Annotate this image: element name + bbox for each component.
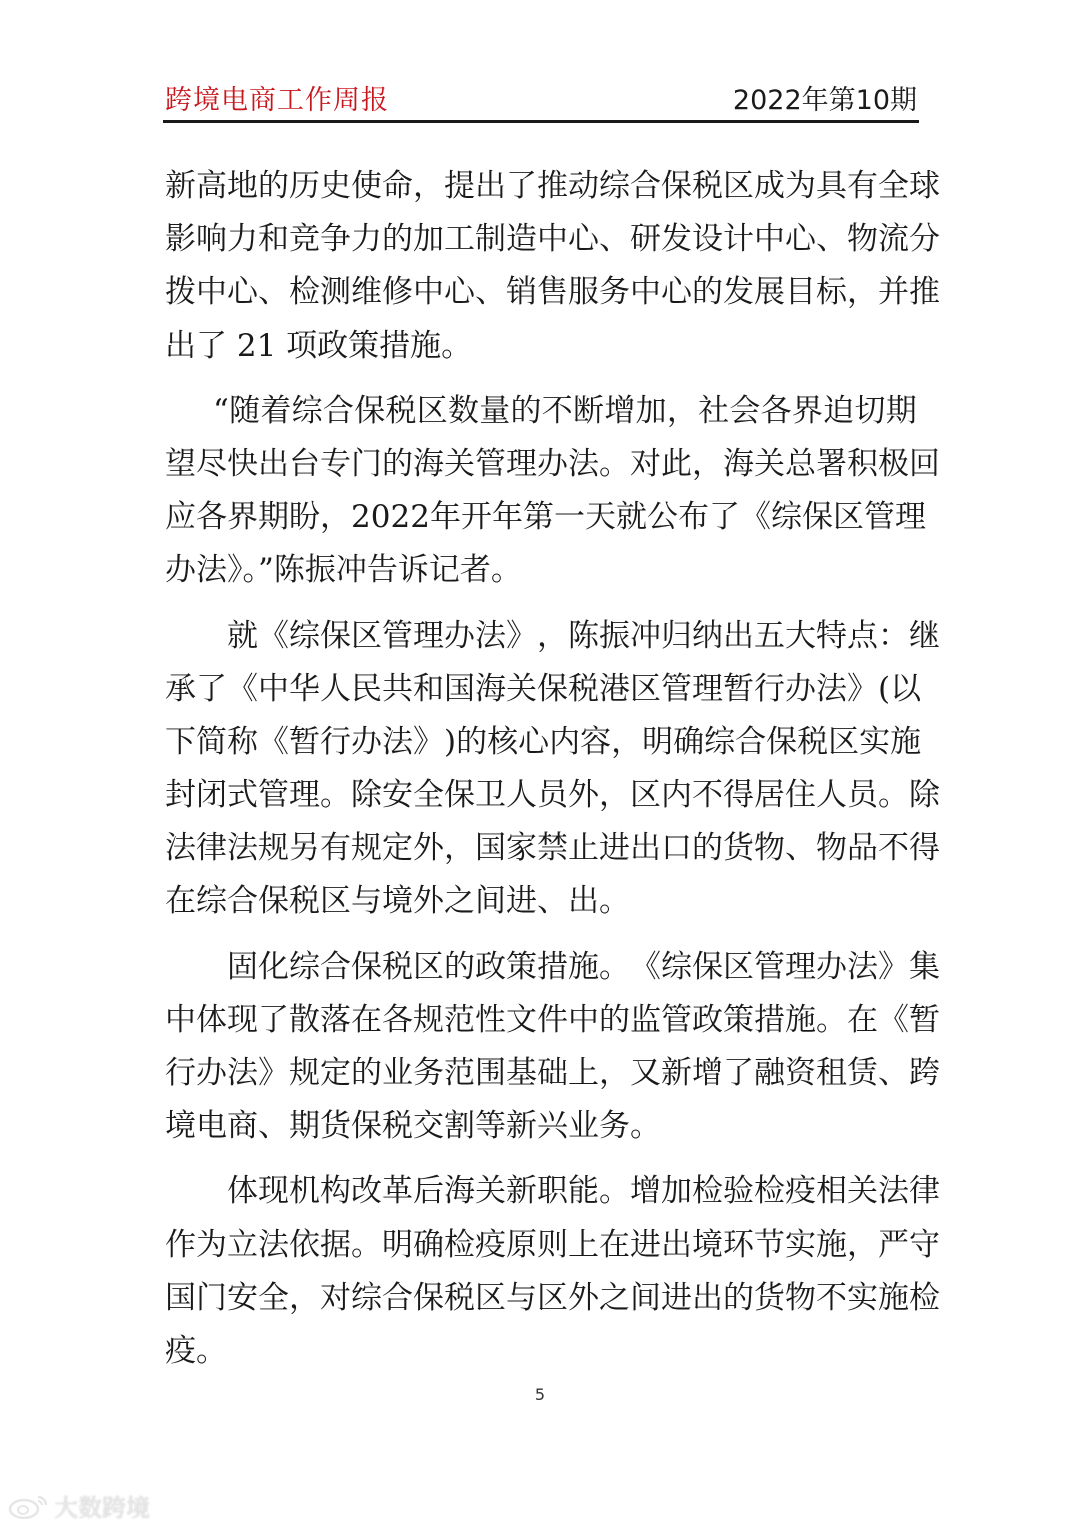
paragraph	[165, 160, 940, 373]
text-line: 疫。	[165, 1332, 227, 1369]
text-line: 固 化 综 合 保 税 区 的 政 策 措 施 。 《 综 保 区 管 理 办 法 》 集	[227, 948, 940, 985]
page-header	[165, 74, 917, 120]
watermark-text: 大数跨境	[54, 1494, 150, 1522]
text-line: 新 高 地 的 历 史 使 命 ， 提 出 了 推 动 综 合 保 税 区 成 为 具 有 全 球	[165, 168, 940, 204]
page-number: 5	[534, 1385, 546, 1404]
text-line: 影 响 力 和 竞 争 力 的 加 工 制 造 中 心 、 研 发 设 计 中 心 、 物 流 分	[165, 221, 940, 258]
article-body	[165, 160, 940, 1378]
text-line: 下 简 称 《 暂 行 办 法 》 ) 的 核 心 内 容 ， 明 确 综 合 保 税 区 实 施	[165, 723, 922, 760]
text-line: 体 现 机 构 改 革 后 海 关 新 职 能 。 增 加 检 验 检 疫 相 关 法 律	[227, 1173, 940, 1210]
paragraph	[165, 385, 940, 598]
text-line: 国 门 安 全 ， 对 综 合 保 税 区 与 区 外 之 间 进 出 的 货 物 不 实 施 检	[165, 1279, 940, 1316]
issue-number: 2022年第10期	[732, 84, 917, 116]
paragraph	[165, 610, 940, 929]
text-line: 承 了 《 中 华 人 民 共 和 国 海 关 保 税 港 区 管 理 暂 行 办 法 》 ( 以	[165, 670, 922, 707]
text-line: 望 尽 快 出 台 专 门 的 海 关 管 理 办 法 。 对 此 ， 海 关 总 署 积 极 回	[165, 445, 940, 482]
text-line: 境电商、期货保税交割等新兴业务。	[165, 1108, 661, 1145]
header-divider	[163, 120, 919, 123]
text-line: 封 闭 式 管 理 。 除 安 全 保 卫 人 员 外 ， 区 内 不 得 居 住 人 员 。 除	[165, 777, 940, 814]
paragraph	[165, 1165, 940, 1378]
weibo-logo-icon	[8, 1493, 50, 1519]
text-line: 办法》。”陈振冲告诉记者。	[165, 552, 522, 589]
watermark	[8, 1488, 150, 1523]
text-line: 出了 21 项政策措施。	[165, 327, 473, 364]
text-line: “ 随 着 综 合 保 税 区 数 量 的 不 断 增 加 ， 社 会 各 界 迫 切 期	[213, 392, 917, 429]
text-line: 中 体 现 了 散 落 在 各 规 范 性 文 件 中 的 监 管 政 策 措 施 。 在 《 暂	[165, 1001, 940, 1038]
newsletter-title: 跨境电商工作周报	[165, 84, 389, 116]
paragraph	[165, 941, 940, 1154]
text-line: 拨 中 心 、 检 测 维 修 中 心 、 销 售 服 务 中 心 的 发 展 目 标 ， 并 推	[165, 274, 940, 311]
text-line: 行 办 法 》 规 定 的 业 务 范 围 基 础 上 ， 又 新 增 了 融 资 租 赁 、 跨	[165, 1055, 940, 1091]
text-line: 法 律 法 规 另 有 规 定 外 ， 国 家 禁 止 进 出 口 的 货 物 、 物 品 不 得	[165, 830, 940, 867]
text-line: 作 为 立 法 依 据 。 明 确 检 疫 原 则 上 在 进 出 境 环 节 实 施 ， 严 守	[165, 1226, 940, 1263]
text-line: 就 《 综 保 区 管 理 办 法 》 ， 陈 振 冲 归 纳 出 五 大 特 点 ： 继	[227, 617, 940, 654]
text-line: 应 各 界 期 盼 ， 2 0 2 2 年 开 年 第 一 天 就 公 布 了 《 综 保 区 管 理	[165, 499, 926, 536]
text-line: 在综合保税区与境外之间进、出。	[165, 883, 630, 920]
